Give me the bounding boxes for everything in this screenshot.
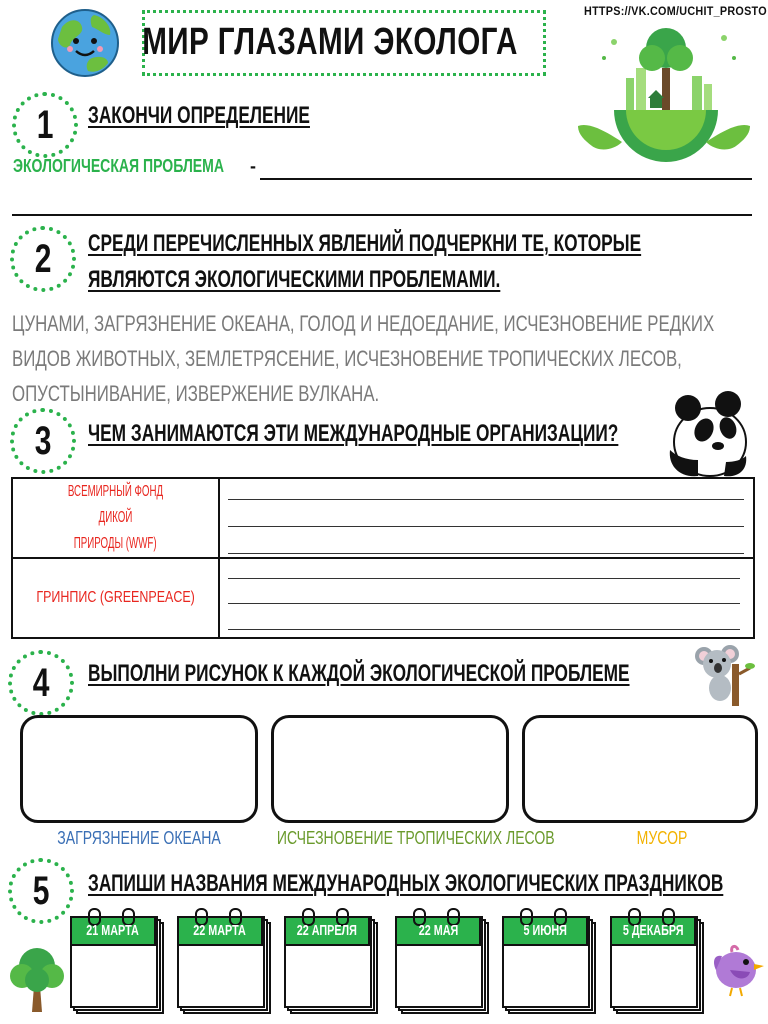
holiday-date: 5 ИЮНЯ bbox=[523, 922, 567, 939]
section-heading: ВЫПОЛНИ РИСУНОК К КАЖДОЙ ЭКОЛОГИЧЕСКОЙ ПРОБЛЕМЕ bbox=[88, 660, 630, 687]
section-heading: ЯВЛЯЮТСЯ ЭКОЛОГИЧЕСКИМИ ПРОБЛЕМАМИ. bbox=[88, 266, 501, 293]
drawing-caption: ЗАГРЯЗНЕНИЕ ОКЕАНА bbox=[57, 828, 221, 848]
section-heading: ЧЕМ ЗАНИМАЮТСЯ ЭТИ МЕЖДУНАРОДНЫЕ ОРГАНИЗАЦИИ? bbox=[88, 420, 619, 447]
organizations-table bbox=[11, 477, 755, 639]
section-number-badge: 5 bbox=[8, 858, 74, 924]
org-name-greenpeace: ГРИНПИС (GREENPEACE) bbox=[13, 559, 220, 637]
section-number-badge: 1 bbox=[12, 92, 78, 158]
holiday-date: 21 МАРТА bbox=[86, 922, 140, 939]
calendar-card bbox=[70, 908, 160, 1008]
section-number-badge: 4 bbox=[8, 650, 74, 716]
answer-line[interactable] bbox=[260, 178, 752, 180]
phenomena-list: ЦУНАМИ, ЗАГРЯЗНЕНИЕ ОКЕАНА, ГОЛОД И НЕДОЕДАНИЕ, ИСЧЕЗНОВЕНИЕ РЕДКИХ ВИДОВ ЖИВОТНЫХ, ЗЕМЛЕТРЯСЕНИЕ, ИСЧЕЗНОВЕНИЕ ТРОПИЧЕСКИХ ЛЕСОВ, ОПУСТЫНИВАНИЕ, ИЗВЕРЖЕНИЕ ВУЛКАНА. bbox=[12, 311, 715, 406]
drawing-box[interactable] bbox=[522, 715, 758, 823]
source-url: HTTPS://VK.COM/UCHIT_PROSTO bbox=[584, 4, 767, 18]
holiday-date: 5 ДЕКАБРЯ bbox=[622, 922, 684, 939]
section-heading: СРЕДИ ПЕРЕЧИСЛЕННЫХ ЯВЛЕНИЙ ПОДЧЕРКНИ ТЕ, КОТОРЫЕ bbox=[88, 230, 642, 257]
tree-icon bbox=[8, 942, 66, 1014]
smiling-earth-icon bbox=[50, 5, 120, 81]
answer-line[interactable] bbox=[12, 214, 752, 216]
calendar-card bbox=[395, 908, 485, 1008]
answer-line[interactable] bbox=[228, 553, 744, 554]
holiday-date: 22 МАЯ bbox=[418, 922, 458, 939]
section-number-badge: 2 bbox=[10, 226, 76, 292]
page-title: МИР ГЛАЗАМИ ЭКОЛОГА bbox=[142, 20, 518, 63]
panda-icon bbox=[664, 390, 750, 478]
answer-line[interactable] bbox=[228, 526, 744, 527]
section-number-badge: 3 bbox=[10, 408, 76, 474]
definition-term: ЭКОЛОГИЧЕСКАЯ ПРОБЛЕМА bbox=[13, 156, 225, 176]
answer-line[interactable] bbox=[228, 603, 740, 604]
table-row bbox=[13, 479, 753, 559]
drawing-box[interactable] bbox=[20, 715, 258, 823]
drawing-caption: ИСЧЕЗНОВЕНИЕ ТРОПИЧЕСКИХ ЛЕСОВ bbox=[276, 828, 555, 848]
drawing-caption: МУСОР bbox=[636, 828, 688, 848]
calendar-card bbox=[177, 908, 267, 1008]
calendar-card bbox=[284, 908, 374, 1008]
holiday-date: 22 АПРЕЛЯ bbox=[296, 922, 358, 939]
eco-planet-hands-illustration bbox=[574, 18, 754, 168]
koala-icon bbox=[694, 644, 756, 706]
drawing-box[interactable] bbox=[271, 715, 509, 823]
section-heading: ЗАПИШИ НАЗВАНИЯ МЕЖДУНАРОДНЫХ ЭКОЛОГИЧЕСКИХ ПРАЗДНИКОВ bbox=[88, 870, 724, 897]
answer-line[interactable] bbox=[228, 578, 740, 579]
holiday-date: 22 МАРТА bbox=[193, 922, 247, 939]
calendar-card bbox=[502, 908, 592, 1008]
answer-line[interactable] bbox=[228, 499, 744, 500]
definition-dash: - bbox=[250, 156, 256, 176]
section-heading: ЗАКОНЧИ ОПРЕДЕЛЕНИЕ bbox=[88, 102, 310, 129]
org-name-wwf: ВСЕМИРНЫЙ ФОНД ДИКОЙ ПРИРОДЫ (WWF) bbox=[13, 479, 220, 557]
table-row bbox=[13, 559, 753, 637]
calendar-card bbox=[610, 908, 700, 1008]
holiday-calendars bbox=[70, 908, 760, 1018]
answer-line[interactable] bbox=[228, 629, 740, 630]
